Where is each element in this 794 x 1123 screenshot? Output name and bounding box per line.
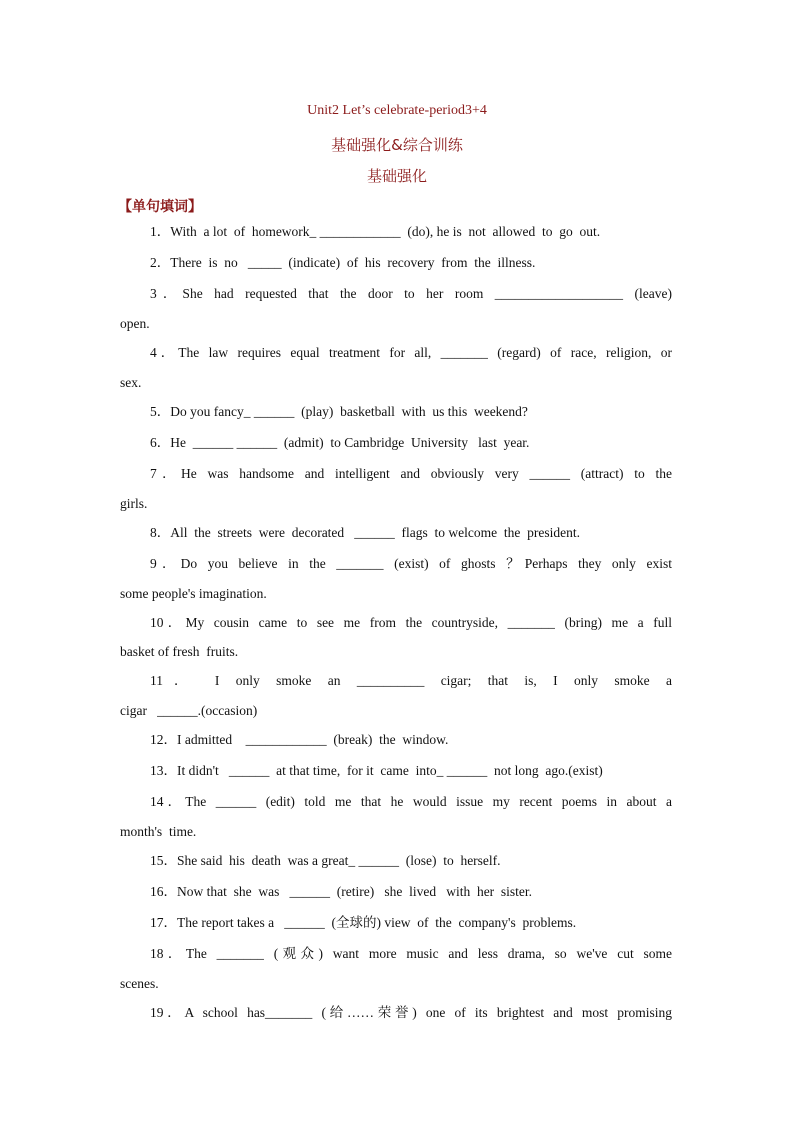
- exercise-line-continued: basket of fresh fruits.: [120, 644, 239, 659]
- exercise-line: 11． I only smoke an __________ cigar; that is, I only smoke a: [150, 673, 672, 688]
- section-label: 【单句填词】: [118, 199, 202, 215]
- exercise-line-continued: cigar ______.(occasion): [120, 703, 258, 718]
- exercise-line-continued: scenes.: [120, 976, 159, 991]
- document-heading: 基础强化&综合训练: [331, 136, 463, 154]
- exercise-line-continued: some people's imagination.: [120, 586, 267, 601]
- exercise-line: 8．All the streets were decorated ______ flags to welcome the president.: [150, 525, 580, 540]
- exercise-line: 17．The report takes a ______ (全球的) view of the company's problems.: [150, 915, 577, 930]
- exercise-line: 12．I admitted ____________ (break) the window.: [150, 732, 449, 747]
- exercise-line: 15．She said his death was a great_ ______ (lose) to herself.: [150, 853, 501, 868]
- document-subheading: 基础强化: [366, 167, 427, 185]
- exercise-line: 14．The ______ (edit) told me that he would issue my recent poems in about a: [150, 794, 672, 809]
- exercise-line: 9．Do you believe in the _______ (exist) of ghosts ？Perhaps they only exist: [150, 556, 672, 571]
- exercise-line: 2．There is no _____ (indicate) of his recovery from the illness.: [150, 255, 536, 270]
- exercise-line: 7．He was handsome and intelligent and obviously very ______ (attract) to the: [150, 466, 672, 481]
- exercise-line-continued: girls.: [120, 496, 148, 511]
- exercise-line: 16．Now that she was ______ (retire) she lived with her sister.: [150, 884, 533, 899]
- exercise-line: 10．My cousin came to see me from the countryside, _______ (bring) me a full: [150, 615, 672, 630]
- exercise-line-continued: month's time.: [120, 824, 197, 839]
- exercise-line: 5．Do you fancy_ ______ (play) basketball with us this weekend?: [150, 404, 528, 419]
- exercise-line: 19．A school has_______ (给……荣誉) one of its brightest and most promising: [150, 1005, 672, 1020]
- exercise-line: 4．The law requires equal treatment for all, _______ (regard) of race, religion, or: [150, 345, 672, 360]
- exercise-line: 1．With a lot of homework_ ____________ (do), he is not allowed to go out.: [150, 224, 601, 239]
- exercise-line-continued: open.: [120, 316, 150, 331]
- document-title: Unit2 Let’s celebrate-period3+4: [307, 103, 487, 118]
- exercise-line: 18．The _______ (观众) want more music and less drama, so we've cut some: [150, 946, 672, 961]
- exercise-line-continued: sex.: [120, 375, 142, 390]
- exercise-line: 6．He ______ ______ (admit) to Cambridge University last year.: [150, 435, 530, 450]
- exercise-line: 13．It didn't ______ at that time, for it came into_ ______ not long ago.(exist): [150, 763, 603, 778]
- exercise-line: 3．She had requested that the door to her room ___________________ (leave): [150, 286, 672, 301]
